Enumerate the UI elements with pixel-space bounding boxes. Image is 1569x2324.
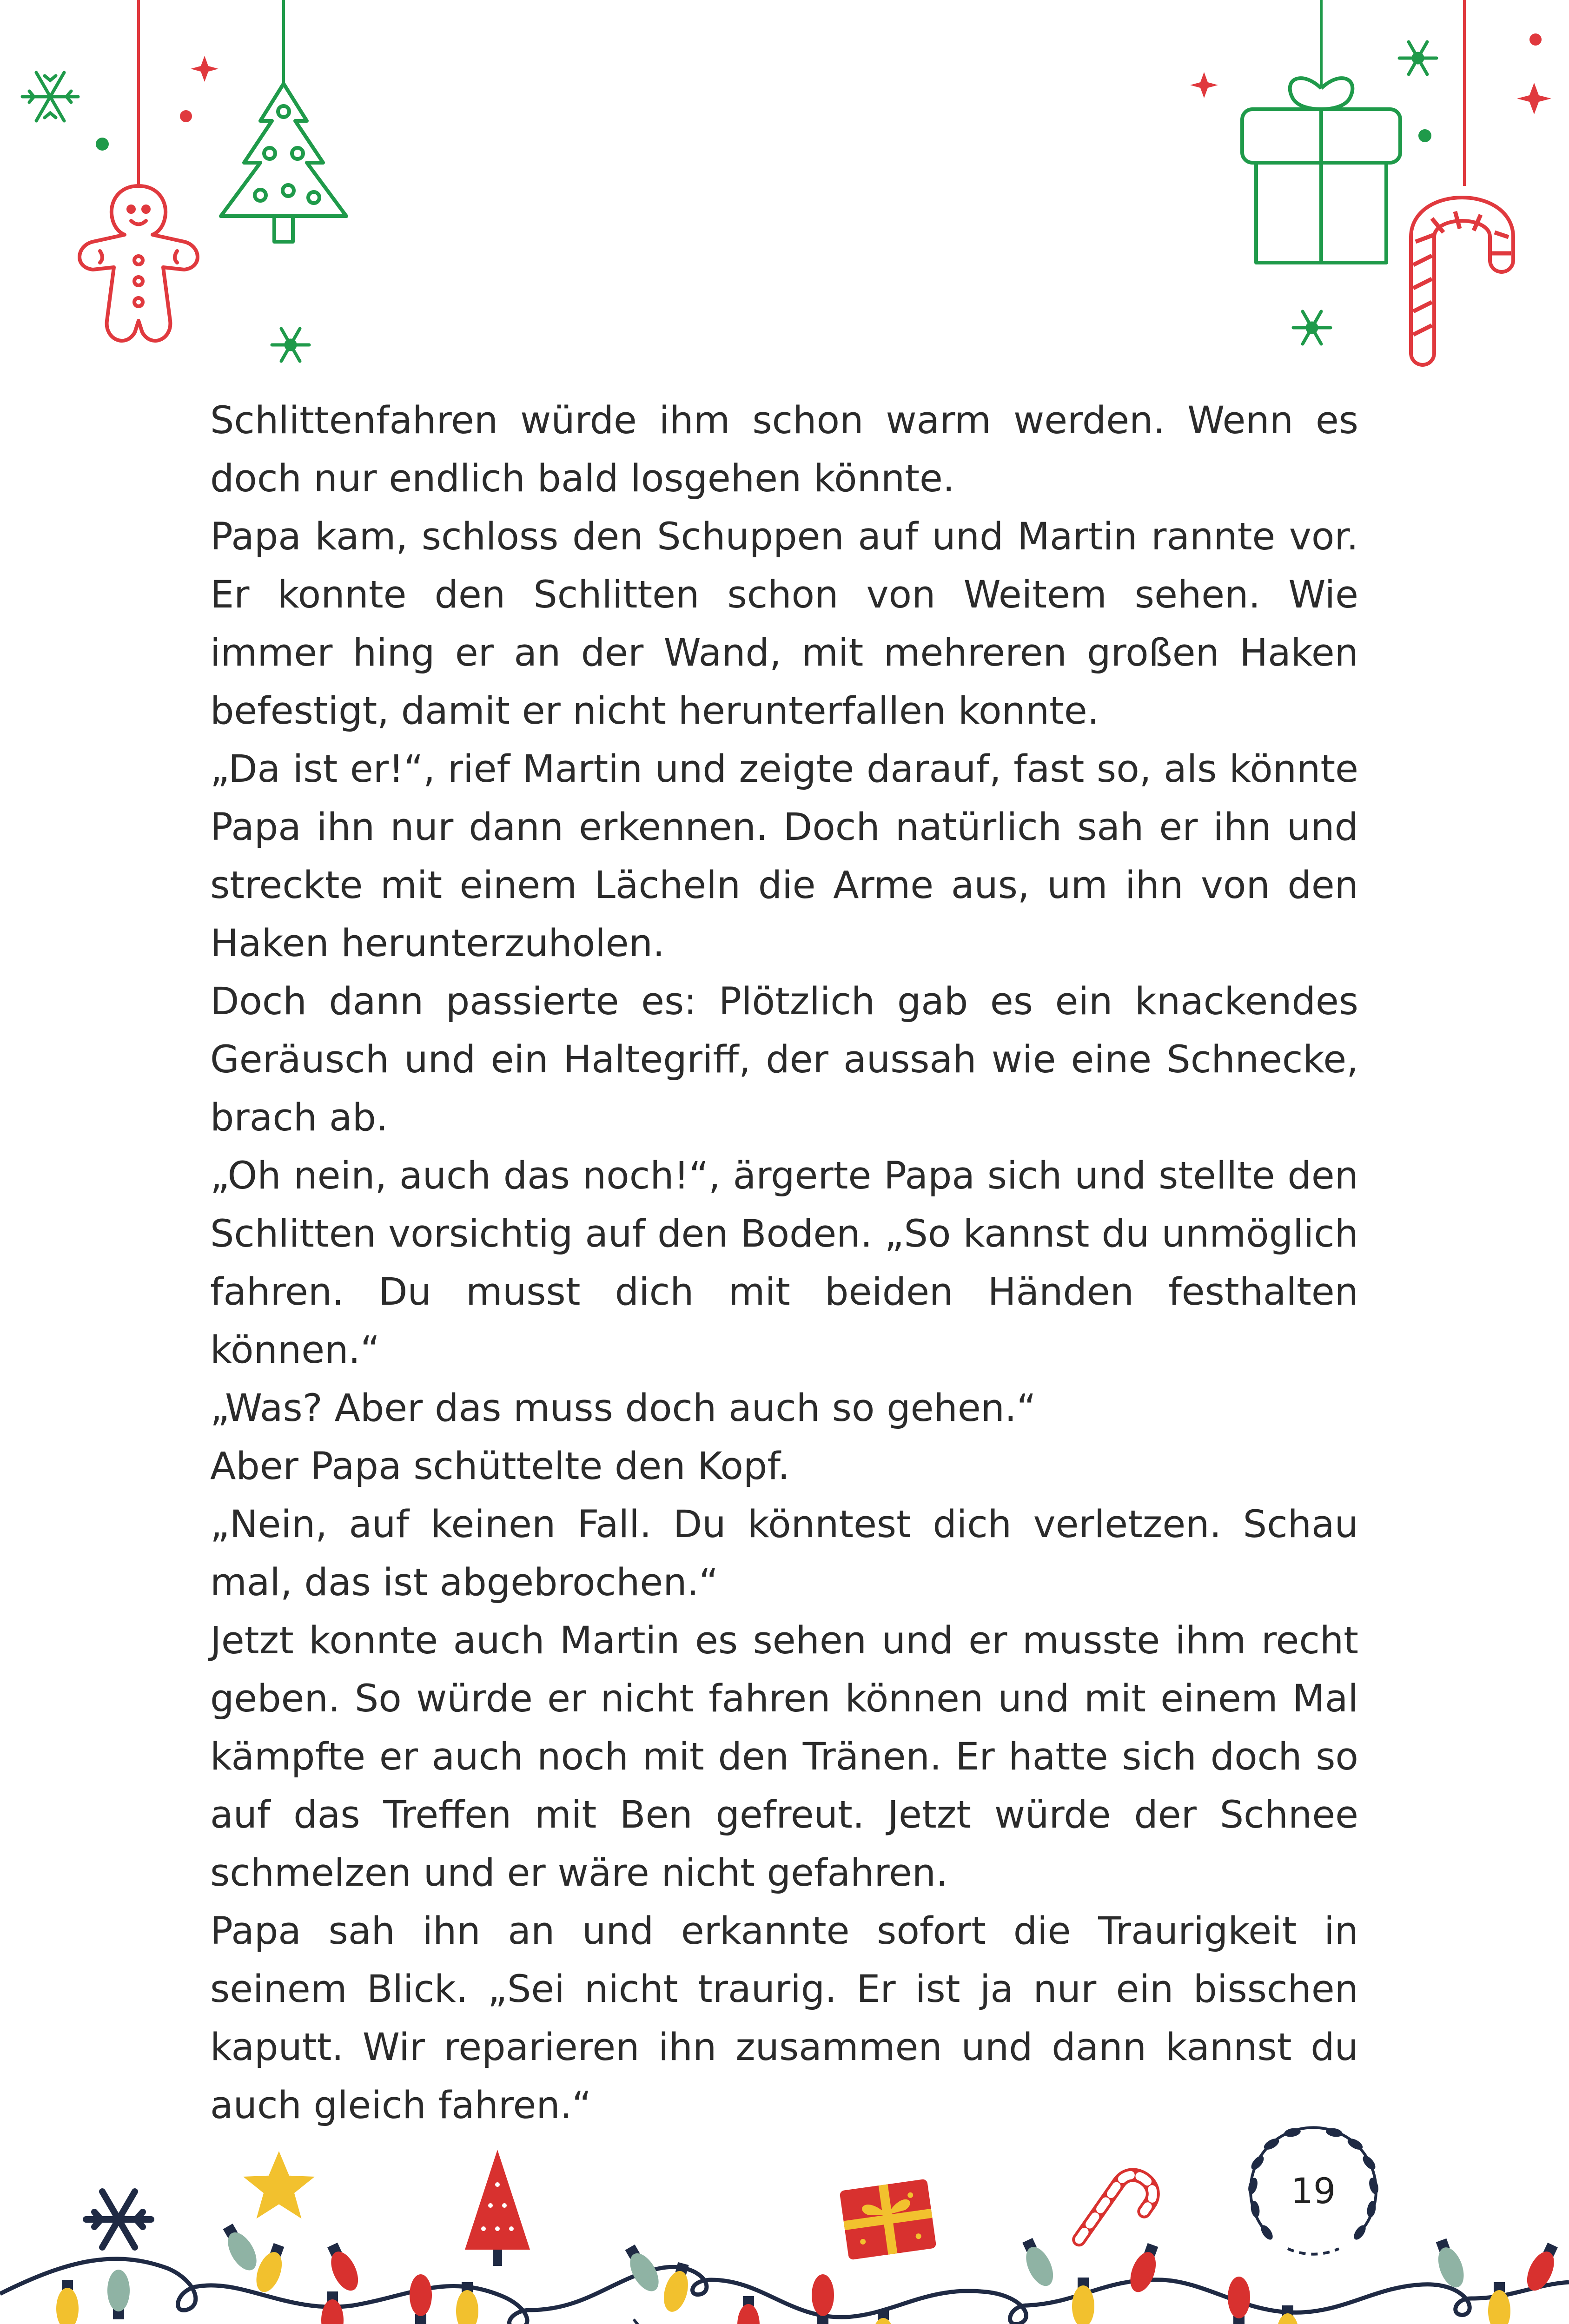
paragraph: Jetzt konnte auch Martin es sehen und er musste ihm recht geben. So würde er nicht fahren können und mit einem Mal kämpfte er auch noch mit den Tränen. Er hatte sich doch so auf das Treffen mit Ben gefreut. Jetzt würde der Schnee schmelzen und er wäre nicht gefahren. xyxy=(210,1619,1358,1895)
candy-cane-icon xyxy=(1079,2168,1159,2261)
snowflake-icon xyxy=(22,42,1437,361)
ornament-icon xyxy=(625,2319,676,2324)
gingerbread-man-icon xyxy=(79,186,198,341)
paragraph: Papa kam, schloss den Schuppen auf und Martin rannte vor. Er konnte den Schlitten schon von Weitem sehen. Wie immer hing er an der Wand, mit mehreren großen Haken befestigt, damit er nicht herunterfallen konnte. xyxy=(210,515,1358,733)
page-number: 19 xyxy=(1291,2170,1336,2212)
top-decorations xyxy=(0,0,1569,381)
paragraph: „Was? Aber das muss doch auch so gehen.“ xyxy=(210,1386,1036,1430)
paragraph: Schlittenfahren würde ihm schon warm werden. Wenn es doch nur endlich bald losgehen könnte. xyxy=(210,399,1358,501)
paragraph: „Oh nein, auch das noch!“, ärgerte Papa sich und stellte den Schlitten vorsichtig auf den Boden. „So kannst du unmöglich fahren. Du musst dich mit beiden Händen festhalten können.“ xyxy=(210,1154,1358,1372)
gift-box-icon xyxy=(1242,78,1400,263)
candy-cane-icon xyxy=(1413,209,1511,353)
paragraph: Papa sah ihn an und erkannte sofort die Traurigkeit in seinem Blick. „Sei nicht traurig. Er ist ja nur ein bisschen kaputt. Wir reparieren ihn zusammen und dann kannst du auch gleich fahren.“ xyxy=(210,1909,1358,2127)
christmas-tree-icon xyxy=(465,2150,530,2266)
gift-box-icon xyxy=(839,2179,936,2260)
gingerbread-man-icon xyxy=(176,2320,286,2324)
paragraph: „Nein, auf keinen Fall. Du könntest dich verletzen. Schau mal, das ist abgebrochen.“ xyxy=(210,1503,1358,1604)
hanging-strings xyxy=(139,0,1464,186)
christmas-tree-cookie-icon xyxy=(221,84,346,242)
paragraph: „Da ist er!“, rief Martin und zeigte darauf, fast so, als könnte Papa ihn nur dann erkennen. Doch natürlich sah er ihn und streckte mit einem Lächeln die Arme aus, um ihn von den Haken herunterzuholen. xyxy=(210,747,1358,965)
snowflake-icon xyxy=(86,2192,151,2247)
story-text xyxy=(210,392,1358,2135)
paragraph: Doch dann passierte es: Plötzlich gab es ein knackendes Geräusch und ein Haltegriff, der aussah wie eine Schnecke, brach ab. xyxy=(210,980,1358,1140)
paragraph: Aber Papa schüttelte den Kopf. xyxy=(210,1445,790,1488)
sparkle-icon xyxy=(96,33,1551,151)
